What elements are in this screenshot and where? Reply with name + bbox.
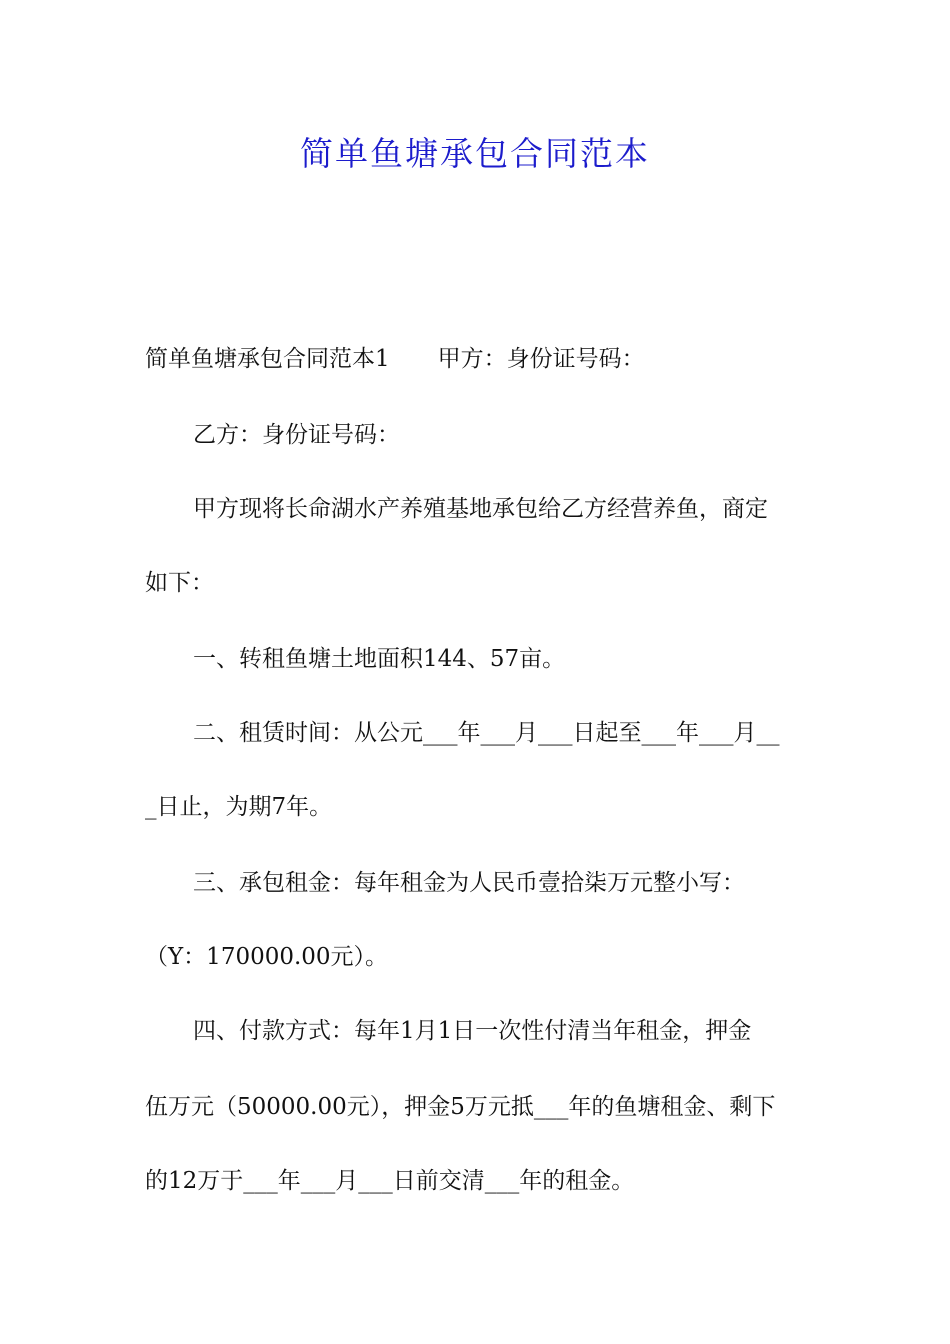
- clause-4-payment-line-1: 四、付款方式：每年1月1日一次性付清当年租金，押金: [193, 1018, 752, 1044]
- clause-3-rent-line-2: （Y：170000.00元）。: [145, 944, 389, 970]
- clause-4-payment-line-2: 伍万元（50000.00元），押金5万元抵___年的鱼塘租金、剩下: [145, 1094, 776, 1120]
- document-title: 简单鱼塘承包合同范本: [300, 134, 650, 173]
- party-a-id-label: 甲方：身份证号码：: [437, 346, 645, 372]
- clause-1-area: 一、转租鱼塘土地面积144、57亩。: [193, 646, 566, 672]
- paragraph-intro-line-2: 如下：: [145, 570, 214, 596]
- party-b-id-label: 乙方：身份证号码：: [193, 422, 400, 448]
- contract-subtitle: 简单鱼塘承包合同范本1: [145, 346, 390, 372]
- clause-4-payment-line-3: 的12万于___年___月___日前交清___年的租金。: [145, 1168, 635, 1194]
- clause-2-term-line-1: 二、租赁时间：从公元___年___月___日起至___年___月__: [193, 720, 780, 746]
- clause-3-rent-line-1: 三、承包租金：每年租金为人民币壹拾柒万元整小写：: [193, 870, 745, 896]
- clause-2-term-line-2: _日止，为期7年。: [145, 794, 333, 820]
- contract-heading-line: [145, 344, 645, 374]
- paragraph-intro-line-1: 甲方现将长命湖水产养殖基地承包给乙方经营养鱼，商定: [193, 496, 768, 522]
